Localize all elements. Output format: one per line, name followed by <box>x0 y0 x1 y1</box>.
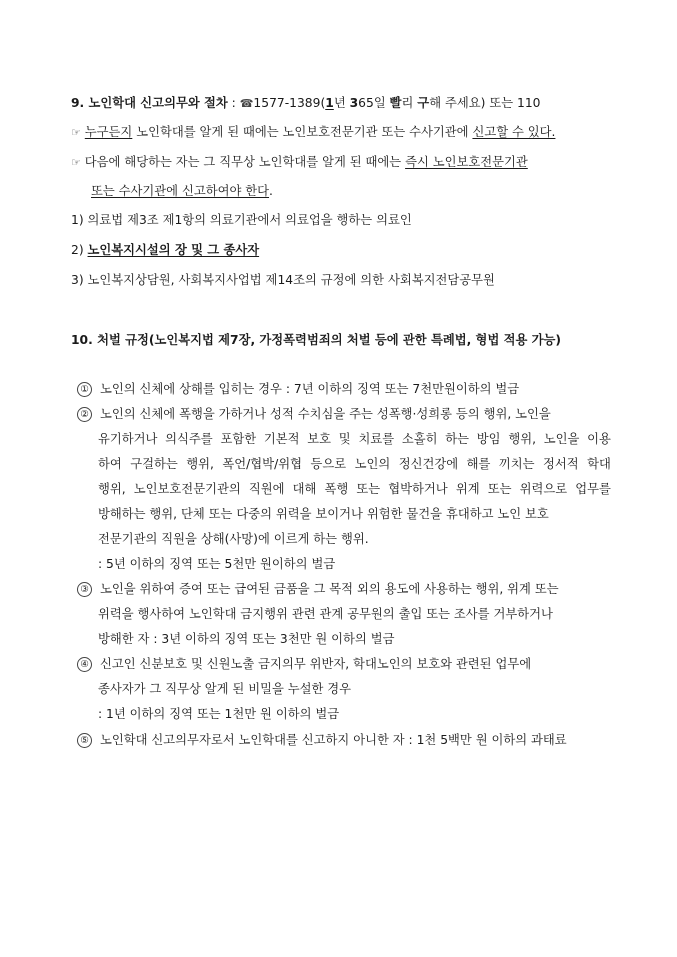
hotline-number: 1577-1389( <box>253 96 326 110</box>
penalty-item-4-line: 종사자가 그 직무상 알게 된 비밀을 누설한 경우 <box>98 682 352 696</box>
section9-title: 9. 노인학대 신고의무와 절차 <box>71 96 228 110</box>
penalty-item-3: ③ 노인을 위하여 증여 또는 급여된 금품을 그 목적 외의 용도에 사용하는 행위, 위계 또는 <box>77 581 559 597</box>
emergency-number: 또는 110 <box>485 96 541 110</box>
circled-number-2: ② <box>77 407 92 422</box>
pointing-hand-icon: ☞ <box>71 156 81 169</box>
penalty-item-2-line: 방해하는 행위, 단체 또는 다중의 위력을 보이거나 위험한 물건을 휴대하고 노인 보호 <box>98 507 549 521</box>
circled-number-1: ① <box>77 382 92 397</box>
penalty-item-2-line: 하여 구걸하는 행위, 폭언/협박/위협 등으로 노인의 정신건강에 해를 끼치는 정서적 학대 <box>98 457 611 471</box>
circled-number-5: ⑤ <box>77 733 92 748</box>
penalty-item-2-line: 전문기관의 직원을 상해(사망)에 이르게 하는 행위. <box>98 532 369 546</box>
penalty-item-5: ⑤ 노인학대 신고의무자로서 노인학대를 신고하지 아니한 자 : 1천 5백만 원 이하의 과태료 <box>77 732 567 748</box>
penalty-item-2-line: 유기하거나 의식주를 포함한 기본적 보호 및 치료를 소홀히 하는 방임 행위, 노인을 이용 <box>98 432 611 446</box>
pointing-hand-icon: ☞ <box>71 126 81 139</box>
bullet-mandatory-report: ☞ 다음에 해당하는 자는 그 직무상 노인학대를 알게 된 때에는 즉시 노인보호전문기관 <box>71 155 528 169</box>
section10-title: 10. 처벌 규정(노인복지법 제7장, 가정폭력범죄의 처벌 등에 관한 특례법, 형법 적용 가능) <box>71 333 562 347</box>
penalty-item-2-penalty: : 5년 이하의 징역 또는 5천만 원이하의 벌금 <box>98 557 336 571</box>
circled-number-3: ③ <box>77 582 92 597</box>
penalty-item-4: ④ 신고인 신분보호 및 신원노출 금지의무 위반자, 학대노인의 보호와 관련된 업무에 <box>77 656 531 672</box>
penalty-item-2: ② 노인의 신체에 폭행을 가하거나 성적 수치심을 주는 성폭행·성희롱 등의 행위, 노인을 <box>77 406 551 422</box>
bullet-mandatory-report-cont: 또는 수사기관에 신고하여야 한다. <box>91 184 273 198</box>
list-item-2: 2) 노인복지시설의 장 및 그 종사자 <box>71 243 260 257</box>
list-item-1: 1) 의료법 제3조 제1항의 의료기관에서 의료업을 행하는 의료인 <box>71 213 412 227</box>
penalty-item-3-line: 위력을 행사하여 노인학대 금지행위 관련 관계 공무원의 출입 또는 조사를 거부하거나 <box>98 607 553 621</box>
penalty-item-3-line: 방해한 자 : 3년 이하의 징역 또는 3천만 원 이하의 벌금 <box>98 632 395 646</box>
bullet-anyone-report: ☞ 누구든지 노인학대를 알게 된 때에는 노인보호전문기관 또는 수사기관에 신고할 수 있다. <box>71 125 556 139</box>
penalty-item-1: ① 노인의 신체에 상해를 입히는 경우 : 7년 이하의 징역 또는 7천만원이하의 벌금 <box>77 381 519 397</box>
section9-heading: 9. 노인학대 신고의무와 절차 : ☎1577-1389(1년 365일 빨리 구해 주세요) 또는 110 <box>71 96 541 110</box>
list-item-3: 3) 노인복지상담원, 사회복지사업법 제14조의 규정에 의한 사회복지전담공무원 <box>71 273 495 287</box>
telephone-icon: ☎ <box>239 97 254 110</box>
penalty-item-4-penalty: : 1년 이하의 징역 또는 1천만 원 이하의 벌금 <box>98 707 340 721</box>
circled-number-4: ④ <box>77 657 92 672</box>
penalty-item-2-line: 행위, 노인보호전문기관의 직원에 대해 폭행 또는 협박하거나 위계 또는 위력으로 업무를 <box>98 482 611 496</box>
